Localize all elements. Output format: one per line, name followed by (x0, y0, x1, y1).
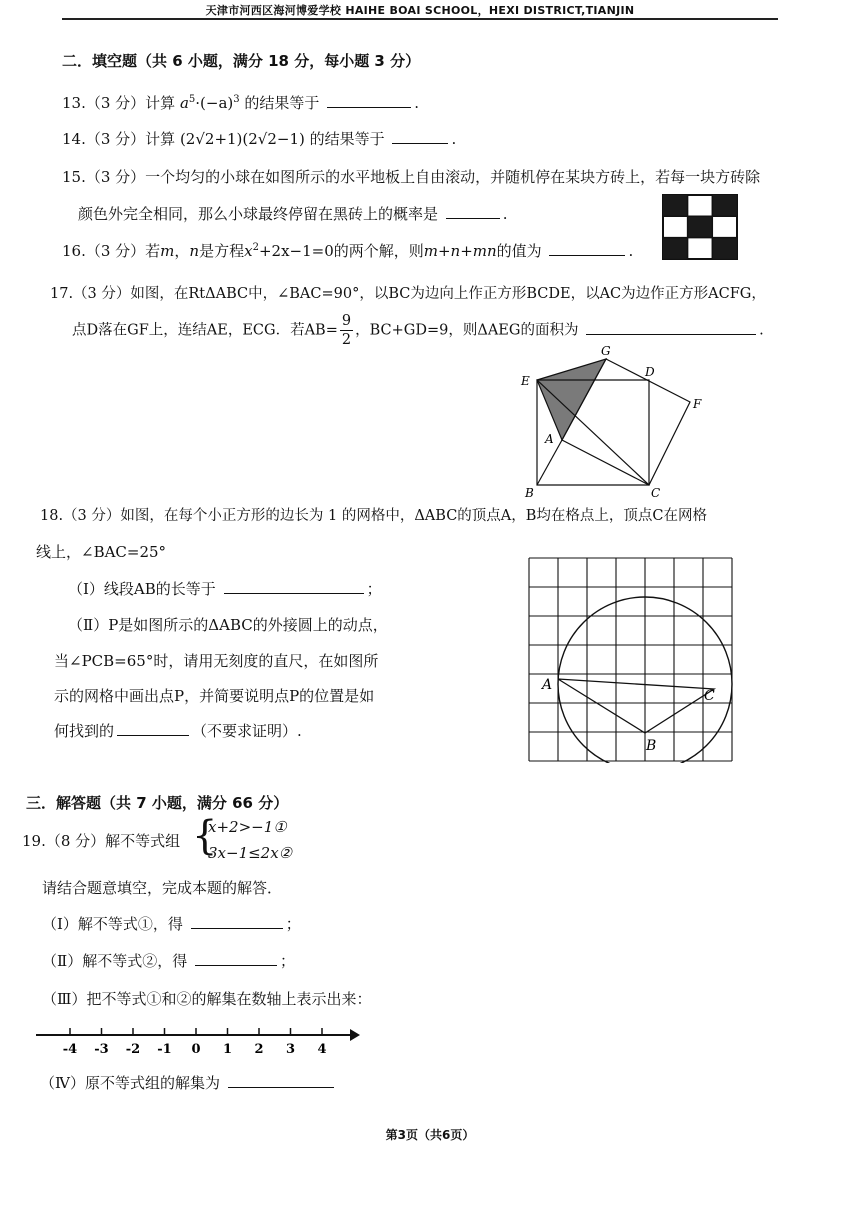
q19-part-1-text: （Ⅰ）解不等式①，得 (42, 915, 183, 933)
q13-answer-blank[interactable] (327, 93, 411, 108)
q16-eq-exp: 2 (252, 242, 259, 253)
q18-part-2-line-4b: （不要求证明）. (192, 722, 302, 740)
label-e: E (521, 374, 530, 388)
q19-part-2 (42, 950, 295, 971)
q17-line-2b: ，BC+GD=9，则ΔAEG的面积为 (355, 322, 579, 339)
page-footer: 第3页（共6页） (385, 1128, 475, 1142)
section-2-title: 二．填空题（共 6 小题，满分 18 分，每小题 3 分） (62, 52, 421, 70)
q13-exp5: 5 (188, 94, 196, 105)
q16-eq-rest: +2x−1=0 (258, 242, 334, 260)
q17-answer-blank[interactable] (586, 320, 756, 335)
page-header: 天津市河西区海河博爱学校 HAIHE BOAI SCHOOL，HEXI DISTRICT,TIANJIN (205, 4, 635, 17)
q18-part-1-blank[interactable] (224, 579, 364, 594)
q14-suffix: 的结果等于 (309, 130, 385, 148)
number-line-arrow (350, 1029, 360, 1041)
number-line-label: -1 (157, 1042, 172, 1057)
segment-ec (537, 380, 649, 485)
q16-mid2: 的两个解，则 (333, 242, 424, 260)
question-13 (62, 92, 419, 113)
q18-part-1-end: ； (366, 580, 382, 598)
q18-part-2-line-2: 当∠PCB=65°时，请用无刻度的直尺，在如图所 (54, 652, 379, 670)
grid-lines (529, 558, 732, 761)
number-line (34, 1022, 364, 1062)
section-3-title: 三．解答题（共 7 小题，满分 66 分） (26, 794, 289, 812)
q18-part-2-blank[interactable] (117, 721, 189, 736)
number-line-label: 2 (254, 1042, 264, 1057)
q19-instruction: 请结合题意填空，完成本题的解答． (42, 879, 283, 897)
q13-suffix: 的结果等于 (244, 94, 320, 112)
q13-prefix: 13.（3 分）计算 (62, 94, 176, 112)
label-f: F (693, 397, 702, 411)
q14-answer-blank[interactable] (392, 129, 448, 144)
label-c: C (651, 486, 661, 499)
q16-end: . (628, 242, 634, 260)
q17-end: . (759, 322, 764, 339)
number-line-ticks (63, 1028, 327, 1057)
q16-comma: ， (174, 242, 190, 260)
q16-answer-blank[interactable] (549, 241, 625, 256)
q15-line-2 (78, 203, 508, 224)
q19-part-2-text: （Ⅱ）解不等式②，得 (42, 952, 188, 970)
number-line-label: 3 (285, 1042, 296, 1057)
q19-part-4-text: （Ⅳ）原不等式组的解集为 (40, 1074, 220, 1092)
q14-expr: (2√2+1)(2√2−1) (179, 130, 305, 148)
q16-n: n (189, 242, 200, 260)
label-a: A (545, 432, 554, 446)
geometry-figure-17 (515, 343, 720, 499)
q14-prefix: 14.（3 分）计算 (62, 130, 176, 148)
question-14 (62, 128, 456, 149)
label-d: D (645, 365, 655, 379)
label-g: G (601, 344, 611, 358)
header-rule (62, 18, 778, 20)
q16-eq-x: x (244, 242, 253, 260)
q17-line-1: 17.（3 分）如图，在RtΔABC中，∠BAC=90°，以BC为边向上作正方形BCDE，以AC为边作正方形ACFG， (50, 286, 766, 302)
tile-black (712, 238, 737, 259)
q17-line-2a: 点D落在GF上，连结AE，ECG．若AB= (72, 322, 338, 339)
q14-end: . (451, 130, 457, 148)
q17-frac-num: 9 (341, 313, 352, 329)
label-b: B (525, 486, 534, 499)
q16-prefix: 16.（3 分）若 (62, 242, 161, 260)
number-line-label: -4 (62, 1042, 78, 1057)
q19-prefix: 19.（8 分）解不等式组 (22, 832, 181, 850)
q18-part-2-line-1: （Ⅱ）P是如图所示的ΔABC的外接圆上的动点， (68, 616, 388, 634)
tile-black (663, 195, 688, 216)
segment-ab (537, 440, 562, 485)
q17-frac-den: 2 (341, 332, 352, 348)
q15-line-1: 15.（3 分）一个均匀的小球在如图所示的水平地板上自由滚动，并随机停在某块方砖上，若每一块方砖除 (62, 168, 761, 186)
q18-part-1 (68, 578, 382, 599)
shaded-triangle-aeg (537, 359, 606, 440)
q18-part-1-text: （Ⅰ）线段AB的长等于 (68, 580, 216, 598)
tile-floor-figure (662, 194, 738, 260)
q16-expr: m+n+mn (423, 242, 497, 260)
q17-fraction (340, 312, 353, 349)
q19-part-2-blank[interactable] (195, 951, 277, 966)
q19-part-3: （Ⅲ）把不等式①和②的解集在数轴上表示出来： (42, 990, 372, 1008)
q18-part-2-line-3: 示的网格中画出点P，并简要说明点P的位置是如 (54, 687, 375, 705)
tile-black (663, 238, 688, 259)
q19-inequality-2: 3x−1≤2x② (208, 844, 293, 862)
q19-part-1-blank[interactable] (191, 914, 283, 929)
q19-part-1 (42, 913, 301, 934)
q19-part-2-end: ； (279, 952, 295, 970)
label-b: B (646, 738, 657, 754)
number-line-label: -3 (94, 1042, 109, 1057)
q13-exp3: 3 (233, 94, 240, 105)
q18-part-2-line-4a: 何找到的 (54, 722, 115, 740)
tile-black (688, 216, 713, 237)
q15-answer-blank[interactable] (446, 204, 500, 219)
q19-part-4-blank[interactable] (228, 1073, 334, 1088)
number-line-label: 1 (222, 1042, 233, 1057)
q15-line-2-text: 颜色外完全相同，那么小球最终停留在黑砖上的概率是 (78, 205, 439, 223)
number-line-label: 0 (191, 1042, 201, 1057)
number-line-label: -2 (125, 1042, 141, 1057)
q16-suffix: 的值为 (496, 242, 542, 260)
q16-mid: 是方程 (199, 242, 245, 260)
q16-m: m (160, 242, 175, 260)
q13-end: . (414, 94, 419, 112)
system-brace: { (192, 813, 218, 859)
q19-inequality-1: x+2>−1① (208, 818, 287, 836)
grid-figure-18 (528, 557, 734, 763)
q15-end: . (502, 205, 508, 223)
triangle-abc (558, 679, 714, 733)
q18-part-2-line-4 (54, 720, 302, 741)
q13-var-a: a (179, 94, 189, 112)
q18-line-1: 18.（3 分）如图，在每个小正方形的边长为 1 的网格中，ΔABC的顶点A，B均在格点上，顶点C在网格 (40, 508, 708, 524)
question-16 (62, 240, 633, 261)
q18-line-2: 线上，∠BAC=25° (36, 543, 167, 561)
label-c: C (704, 688, 715, 704)
number-line-label: 4 (317, 1042, 327, 1057)
q19-part-1-end: ； (285, 915, 301, 933)
label-a: A (542, 677, 553, 693)
tile-black (712, 195, 737, 216)
q19-part-4 (40, 1072, 337, 1093)
q13-mid: ·(−a) (195, 94, 234, 112)
